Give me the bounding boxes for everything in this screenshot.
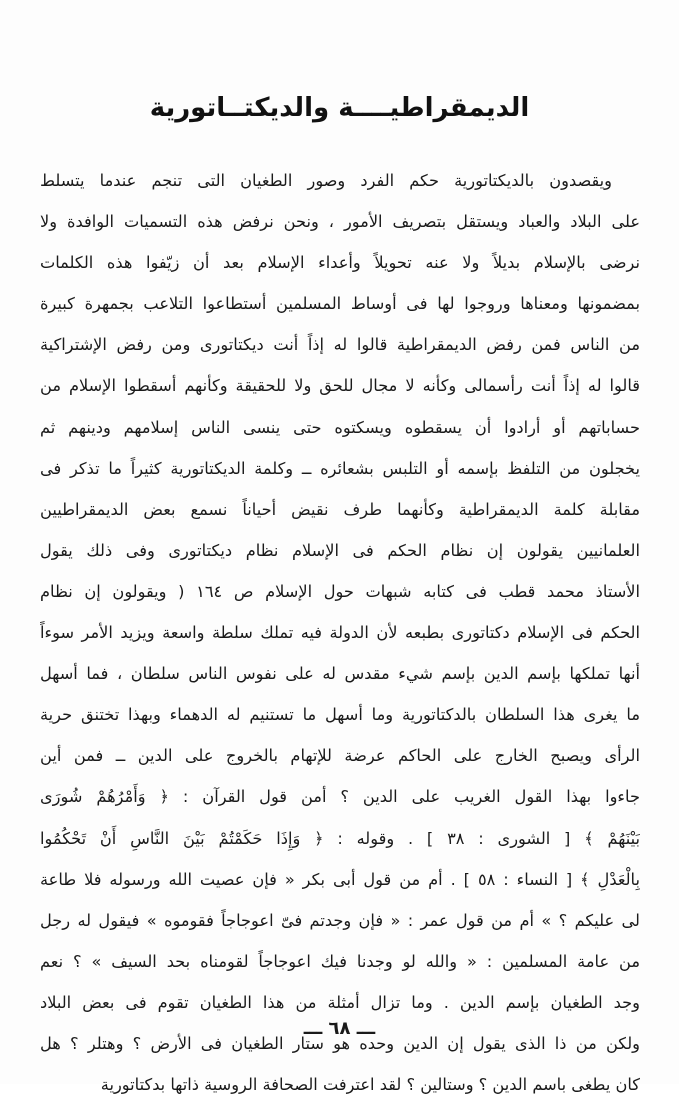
- page-title: الديمقراطيــــة والديكتــاتورية: [149, 93, 530, 123]
- text-line: أنها تملكها بإسم الدين بإسم شيء مقدس له على نفوس الناس سلطان ، فما أسهل: [40, 664, 640, 684]
- text-line: من عامة المسلمين : « والله لو وجدنا فيك اعوجاجاً لقومناه بحد السيف » ؟ نعم: [40, 951, 640, 971]
- page-number: ـــ ٦٨ ـــ: [303, 1018, 376, 1039]
- text-line: بمضمونها ومعناها وروجوا لها فى أوساط المسلمين أستطاعوا التلاعب بجمهرة كبيرة: [40, 294, 640, 314]
- text-line: الأستاذ محمد قطب فى كتابه شبهات حول الإسلام ص ١٦٤ ( ويقولون إن نظام: [40, 581, 640, 601]
- text-line: وجد الطغيان بإسم الدين . وما تزال أمثلة من هذا الطغيان تقوم فى بعض البلاد: [40, 992, 640, 1012]
- text-line: حساباتهم أو أرادوا أن يسقطوه ويسكتوه حتى ينسى الناس إسلامهم ودينهم ثم: [40, 417, 640, 437]
- text-line: العلمانيين يقولون إن نظام الحكم فى الإسلام نظام ديكتاتورى وفى ذلك يقول: [40, 540, 640, 560]
- text-line: مقابلة كلمة الديمقراطية وكأنهما طرف نقيض أحياناً نسمع بعض الديمقراطيين: [40, 499, 640, 519]
- text-line: من الناس فمن رفض الديمقراطية قالوا له إذاً أنت ديكتاتورى ومن رفض الإشتراكية: [40, 335, 640, 355]
- text-line: نرضى بالإسلام بديلاً ولا عنه تحويلاً وأعداء الإسلام بعد أن زيّفوا هذه الكلمات: [40, 253, 640, 273]
- text-line: يخجلون من التلفظ بإسمه أو التلبس بشعائره ــ وكلمة الديكتاتورية كثيراً ما تذكر فى: [40, 458, 640, 478]
- text-line: ولكن من ذا الذى يقول إن الدين وحده هو ستار الطغيان فى الأرض ؟ وهتلر ؟ هل: [40, 1033, 640, 1053]
- text-line: قالوا له إذاً أنت رأسمالى وكأنه لا مجال للحق ولا للحقيقة وكأنهم أسقطوا الإسلام من: [40, 376, 640, 396]
- text-line: بِالْعَدْلِ ﴾ [ النساء : ٥٨ ] . أم من قول أبى بكر « فإن عصيت الله ورسوله فلا طاعة: [40, 869, 640, 889]
- text-line: لى عليكم ؟ » أم من قول عمر : « فإن وجدتم فىّ اعوجاجاً فقوموه » فيقول له رجل: [40, 910, 640, 930]
- text-line: الحكم فى الإسلام دكتاتورى بطبعه لأن الدولة فيه تملك سلطة واسعة ويزيد الأمر سوءاً: [40, 623, 640, 643]
- text-line: ويقصدون بالديكتاتورية حكم الفرد وصور الطغيان التى تنجم عندما يتسلط: [40, 171, 612, 190]
- text-line: ما يغرى هذا السلطان بالدكتاتورية وما أسهل ما تستنيم له الدهماء وبهذا تختنق حرية: [40, 705, 640, 725]
- body-text: [40, 160, 640, 1105]
- text-line: الرأى ويصبح الخارج على الحاكم عرضة للإتهام بالخروج على الدين ــ فمن أين: [40, 746, 640, 766]
- text-line: كان يطغى باسم الدين ؟ وستالين ؟ لقد اعترفت الصحافة الروسية ذاتها بدكتاتورية: [100, 1075, 640, 1095]
- text-line: بَيْنَهُمْ ﴾ [ الشورى : ٣٨ ] . وقوله : ﴿ وَإِذَا حَكَمْتُمْ بَيْنَ النَّاسِ أَنْ تَحْكُمُوا: [40, 828, 640, 848]
- text-line: على البلاد والعباد ويستقل بتصريف الأمور ، ونحن نرفض هذه التسميات الوافدة ولا: [40, 212, 640, 232]
- text-line: جاءوا بهذا القول الغريب على الدين ؟ أمن قول القرآن : ﴿ وَأَمْرُهُمْ شُورَى: [40, 787, 640, 807]
